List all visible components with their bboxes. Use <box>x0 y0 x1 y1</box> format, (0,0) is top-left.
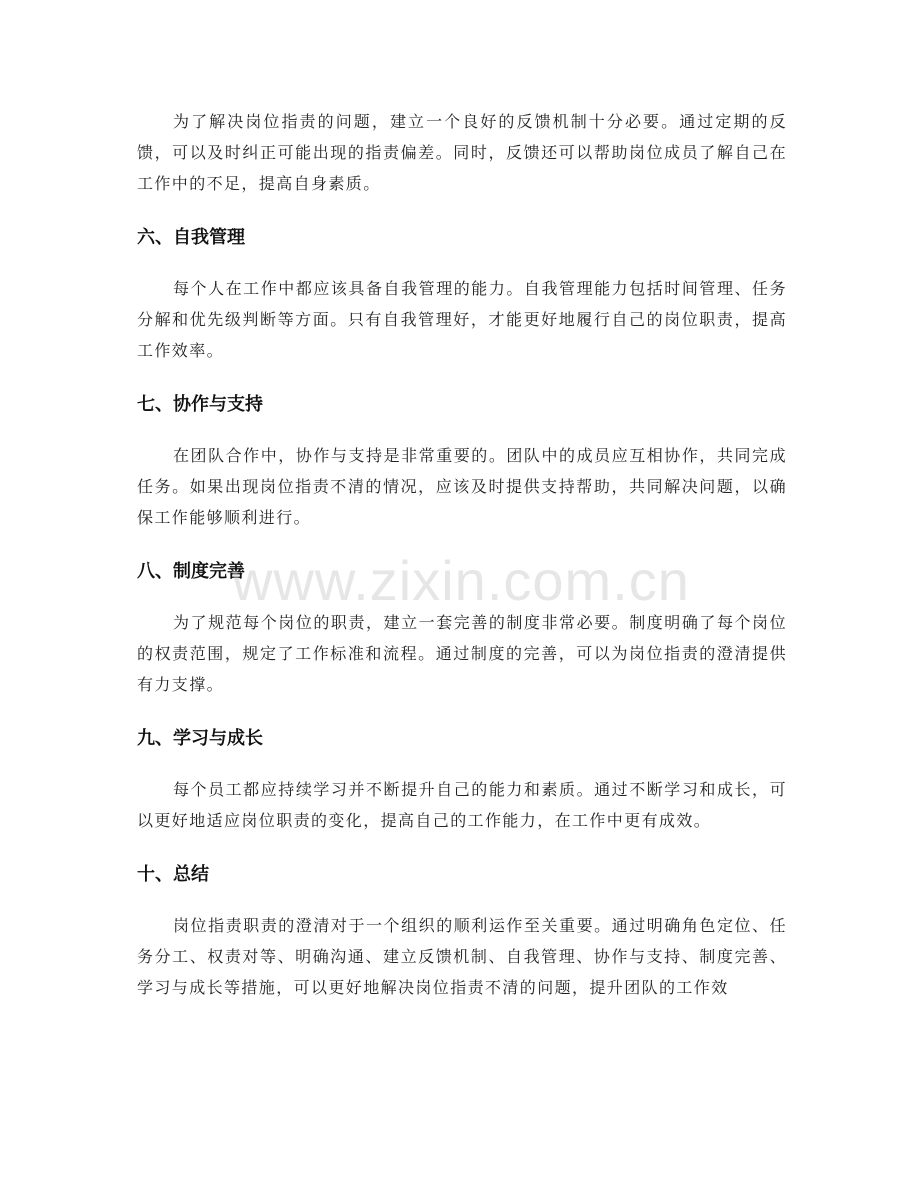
document-body <box>137 106 787 1003</box>
section-paragraph-6: 每个人在工作中都应该具备自我管理的能力。自我管理能力包括时间管理、任务分解和优先级判断等方面。只有自我管理好，才能更好地履行自己的岗位职责，提高工作效率。 <box>137 279 787 360</box>
section-paragraph-7: 在团队合作中，协作与支持是非常重要的。团队中的成员应互相协作，共同完成任务。如果出现岗位指责不清的情况，应该及时提供支持帮助，共同解决问题，以确保工作能够顺利进行。 <box>137 446 787 527</box>
intro-paragraph: 为了解决岗位指责的问题，建立一个良好的反馈机制十分必要。通过定期的反馈，可以及时纠正可能出现的指责偏差。同时，反馈还可以帮助岗位成员了解自己在工作中的不足，提高自身素质。 <box>137 112 787 193</box>
section-heading-7: 七、协作与支持 <box>137 394 263 415</box>
section-heading-8: 八、制度完善 <box>137 561 245 582</box>
section-paragraph-9: 每个员工都应持续学习并不断提升自己的能力和素质。通过不断学习和成长，可以更好地适应岗位职责的变化，提高自己的工作能力，在工作中更有成效。 <box>137 780 787 830</box>
section-heading-9: 九、学习与成长 <box>137 728 263 749</box>
section-paragraph-8: 为了规范每个岗位的职责，建立一套完善的制度非常必要。制度明确了每个岗位的权责范围，规定了工作标准和流程。通过制度的完善，可以为岗位指责的澄清提供有力支撑。 <box>137 613 787 694</box>
watermark: www.zixin.com.cn <box>232 549 690 612</box>
section-paragraph-10: 岗位指责职责的澄清对于一个组织的顺利运作至关重要。通过明确角色定位、任务分工、权责对等、明确沟通、建立反馈机制、自我管理、协作与支持、制度完善、学习与成长等措施，可以更好地解决岗位指责不清的问题，提升团队的工作效 <box>137 916 787 997</box>
section-heading-6: 六、自我管理 <box>137 227 245 248</box>
section-heading-10: 十、总结 <box>137 864 209 885</box>
